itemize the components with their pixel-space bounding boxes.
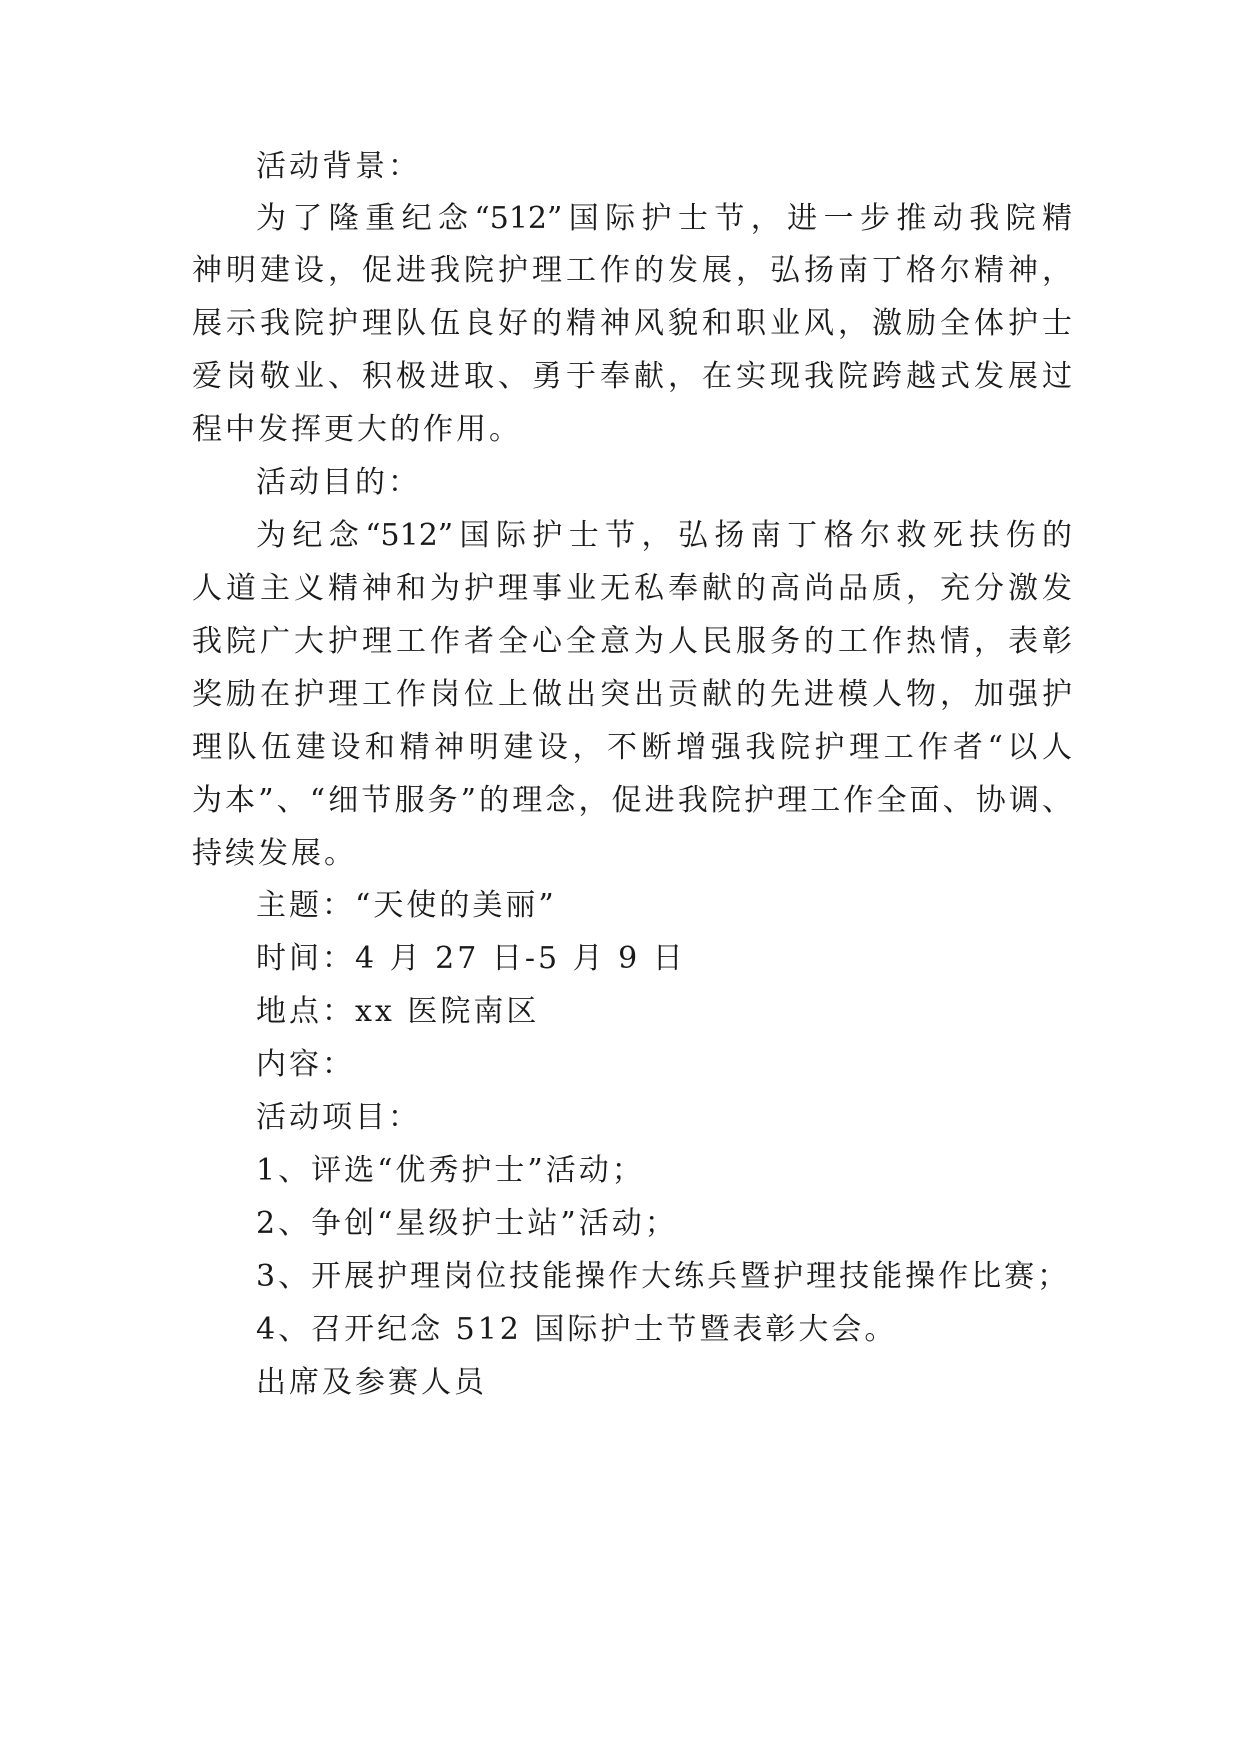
activity-item: 3、开展护理岗位技能操作大练兵暨护理技能操作比赛； [256, 1259, 1071, 1294]
paragraph-line: 为本”、“细节服务”的理念，促进我院护理工作全面、协调、 [192, 783, 1072, 818]
activity-item: 1、评选“优秀护士”活动； [256, 1153, 645, 1188]
paragraph-line: 人道主义精神和为护理事业无私奉献的高尚品质，充分激发 [192, 571, 1072, 606]
paragraph-line: 我院广大护理工作者全心全意为人民服务的工作热情，表彰 [192, 624, 1072, 659]
paragraph-line: 持续发展。 [192, 836, 357, 871]
paragraph-line: 神明建设，促进我院护理工作的发展，弘扬南丁格尔精神， [192, 253, 1072, 288]
heading-background: 活动背景： [256, 149, 421, 184]
time-line: 时间：4 月 27 日-5 月 9 日 [256, 941, 686, 976]
paragraph-line: 为了隆重纪念“512”国际护士节，进一步推动我院精 [256, 201, 1072, 236]
attendees-heading: 出席及参赛人员 [256, 1365, 487, 1400]
activities-heading: 活动项目： [256, 1100, 421, 1135]
activity-item: 2、争创“星级护士站”活动； [256, 1206, 678, 1241]
paragraph-line: 程中发挥更大的作用。 [192, 412, 522, 447]
paragraph-line: 奖励在护理工作岗位上做出突出贡献的先进模人物，加强护 [192, 677, 1072, 712]
activity-item: 4、召开纪念 512 国际护士节暨表彰大会。 [256, 1312, 898, 1347]
paragraph-line: 理队伍建设和精神明建设，不断增强我院护理工作者“以人 [192, 730, 1072, 765]
paragraph-line: 展示我院护理队伍良好的精神风貌和职业风，激励全体护士 [192, 306, 1072, 341]
content-heading: 内容： [256, 1047, 355, 1082]
location-line: 地点：xx 医院南区 [256, 994, 540, 1029]
theme-line: 主题：“天使的美丽” [256, 888, 557, 923]
heading-purpose: 活动目的： [256, 465, 421, 500]
paragraph-line: 为纪念“512”国际护士节，弘扬南丁格尔救死扶伤的 [256, 518, 1072, 553]
paragraph-line: 爱岗敬业、积极进取、勇于奉献，在实现我院跨越式发展过 [192, 359, 1072, 394]
